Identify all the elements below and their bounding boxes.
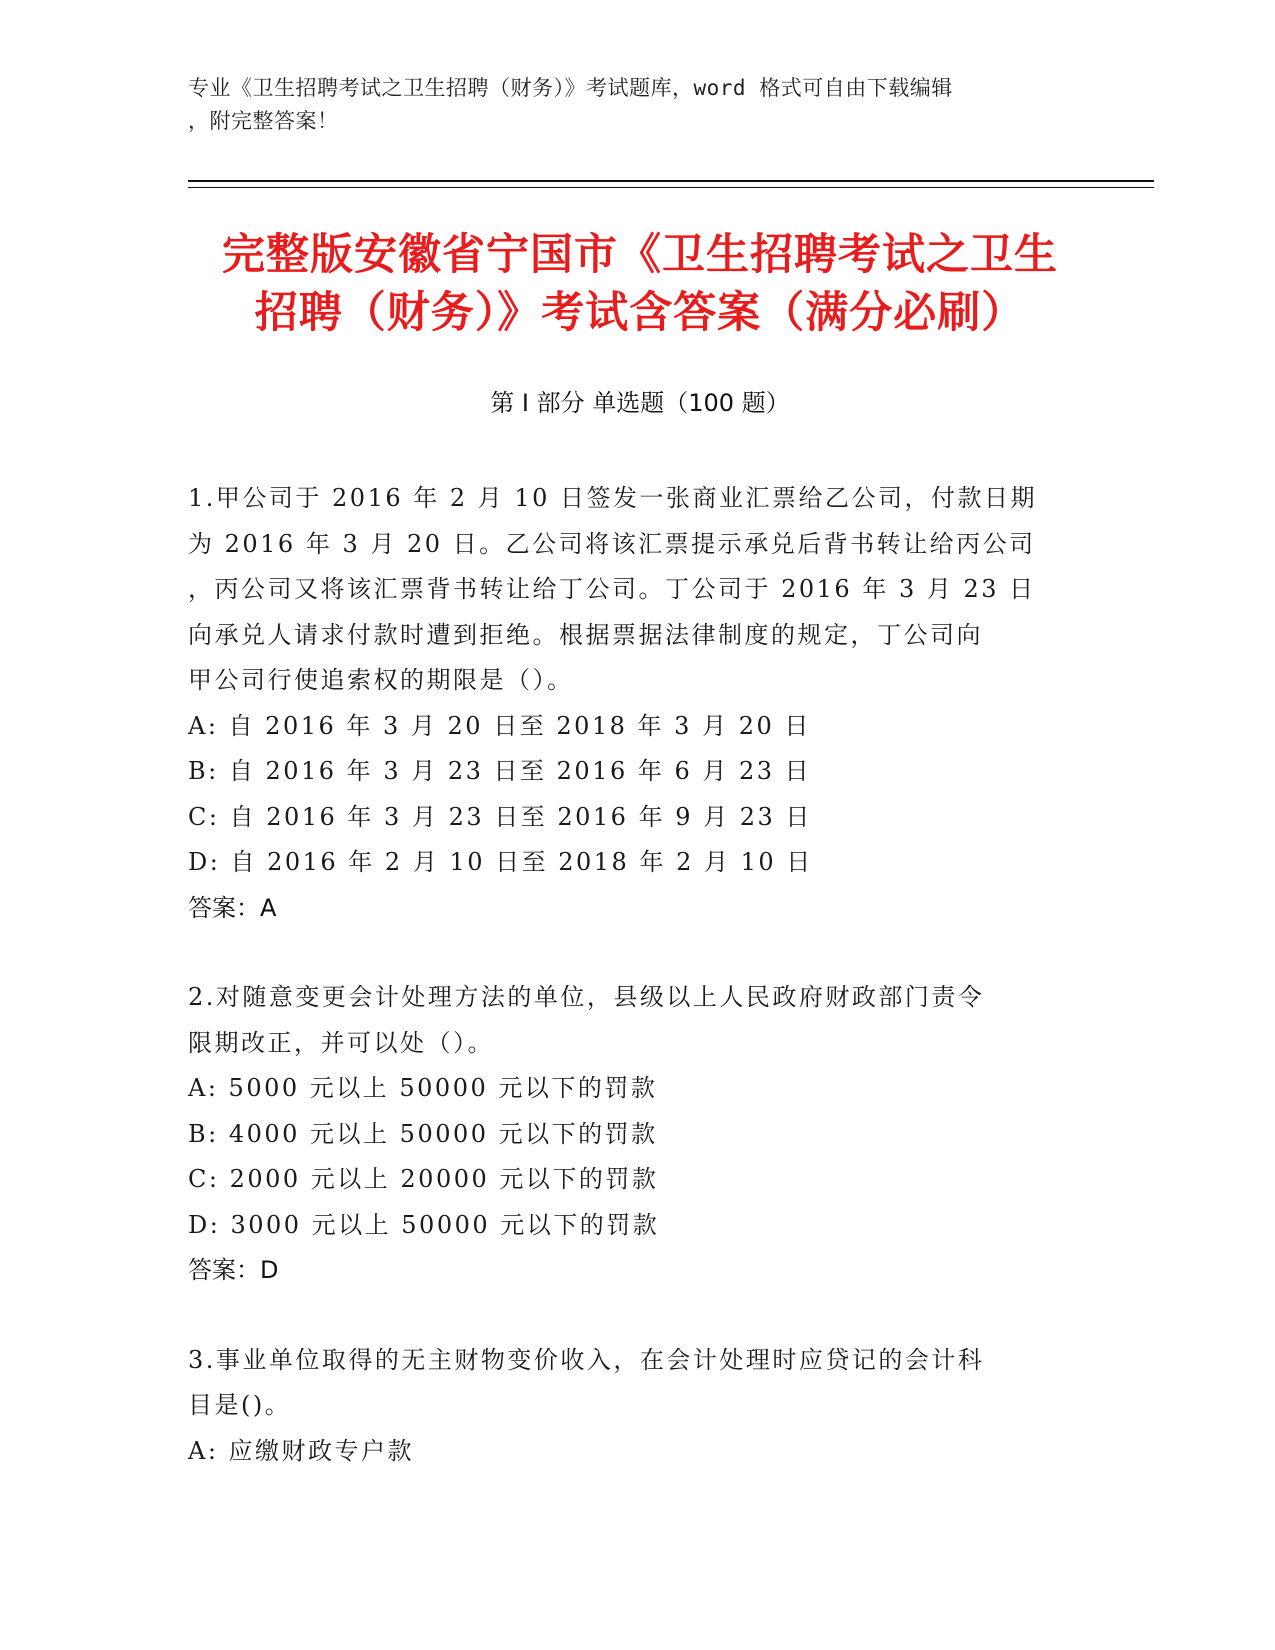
option-c: C: 自 2016 年 3 月 23 日至 2016 年 9 月 23 日 (188, 802, 812, 831)
answer: 答案：D (188, 1256, 279, 1284)
document-title-line: 完整版安徽省宁国市《卫生招聘考试之卫生 (222, 230, 1058, 280)
question-stem-line: 向承兑人请求付款时遭到拒绝。根据票据法律制度的规定，丁公司向 (188, 620, 983, 649)
question-1 (188, 476, 1068, 931)
answer: 答案：A (188, 893, 277, 922)
option-a: A: 应缴财政专户款 (188, 1436, 415, 1465)
header-note-line: 专业《卫生招聘考试之卫生招聘（财务）》考试题库，word 格式可自由下载编辑 (188, 76, 953, 100)
option-d: D: 自 2016 年 2 月 10 日至 2018 年 2 月 10 日 (188, 848, 813, 876)
header-note (188, 72, 1088, 138)
question-stem-line: 目是()。 (188, 1391, 292, 1419)
question-list (188, 476, 1068, 1518)
option-b: B: 4000 元以上 50000 元以下的罚款 (188, 1119, 658, 1148)
question-stem-line: 3.事业单位取得的无主财物变价收入，在会计处理时应贷记的会计科 (188, 1345, 985, 1374)
header-divider-thin (188, 187, 1154, 188)
question-stem-line: 2.对随意变更会计处理方法的单位，县级以上人民政府财政部门责令 (188, 983, 985, 1011)
question-stem-line: 限期改正，并可以处（）。 (188, 1028, 494, 1057)
question-stem-line: ，丙公司又将该汇票背书转让给丁公司。丁公司于 2016 年 3 月 23 日 (188, 575, 1036, 603)
header-note-line: ，附完整答案！ (188, 109, 339, 133)
option-b: B: 自 2016 年 3 月 23 日至 2016 年 6 月 23 日 (188, 757, 812, 785)
question-2 (188, 975, 1068, 1294)
header-divider (188, 180, 1154, 182)
option-a: A: 5000 元以上 50000 元以下的罚款 (188, 1074, 658, 1102)
question-stem-line: 为 2016 年 3 月 20 日。乙公司将该汇票提示承兑后背书转让给丙公司 (188, 529, 1036, 558)
section-title: 第 I 部分 单选题（100 题） (490, 389, 790, 417)
document-title (190, 226, 1090, 342)
document-title-line: 招聘（财务）》考试含答案（满分必刷） (254, 288, 1026, 338)
question-stem-line: 甲公司行使追索权的期限是（）。 (188, 666, 574, 694)
option-c: C: 2000 元以上 20000 元以下的罚款 (188, 1165, 659, 1193)
option-d: D: 3000 元以上 50000 元以下的罚款 (188, 1210, 660, 1239)
question-3 (188, 1338, 1068, 1475)
option-a: A: 自 2016 年 3 月 20 日至 2018 年 3 月 20 日 (188, 711, 811, 740)
question-stem-line: 1.甲公司于 2016 年 2 月 10 日签发一张商业汇票给乙公司，付款日期 (188, 484, 1038, 512)
